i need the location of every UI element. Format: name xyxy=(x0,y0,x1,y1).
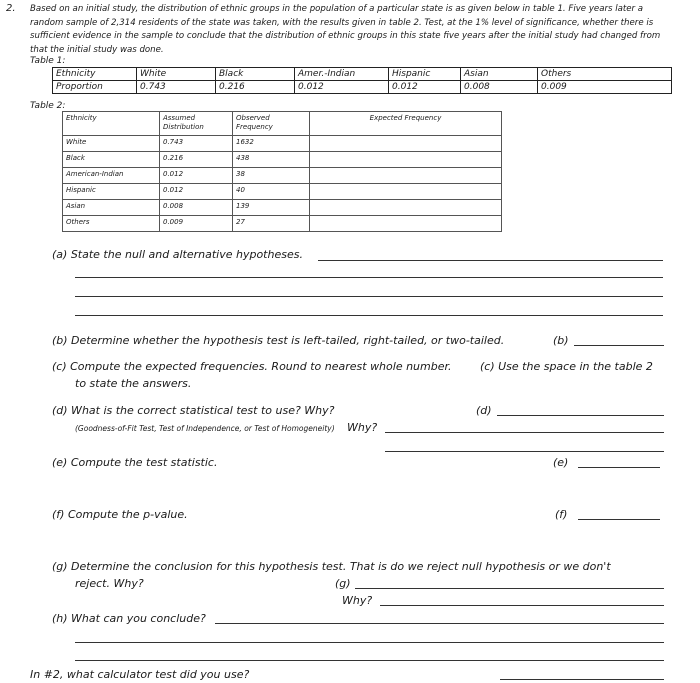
table1-cell: 0.008 xyxy=(461,81,538,94)
table2-cell: American-Indian xyxy=(63,168,160,184)
table2-cell: 139 xyxy=(233,200,310,216)
part-d-why-line[interactable] xyxy=(385,451,664,452)
table2-expected-cell[interactable] xyxy=(310,152,502,168)
table1-cell: Amer.-Indian xyxy=(295,68,389,81)
part-d-why-label: Why? xyxy=(347,421,378,434)
table2-cell: Asian xyxy=(63,200,160,216)
table2-label: Table 2: xyxy=(30,101,66,111)
table2-cell: 27 xyxy=(233,216,310,232)
table2-row xyxy=(63,152,502,168)
table2-expected-cell[interactable] xyxy=(310,184,502,200)
table2-header: Assumed Distribution xyxy=(160,112,233,136)
table2-cell: Black xyxy=(63,152,160,168)
table1-row-proportion xyxy=(53,81,672,94)
table1-cell: 0.216 xyxy=(216,81,295,94)
table1-cell: 0.009 xyxy=(538,81,672,94)
table2-cell: 0.009 xyxy=(160,216,233,232)
table2-cell: 40 xyxy=(233,184,310,200)
calculator-question: In #2, what calculator test did you use? xyxy=(30,668,250,681)
table2 xyxy=(62,111,502,232)
question-number: 2. xyxy=(6,3,16,14)
table1-cell: 0.012 xyxy=(295,81,389,94)
table2-expected-cell[interactable] xyxy=(310,216,502,232)
part-b-question: (b) Determine whether the hypothesis test is left-tailed, right-tailed, or two-tailed. xyxy=(52,334,505,347)
table2-row xyxy=(63,200,502,216)
table1-cell: Others xyxy=(538,68,672,81)
part-g-why-label: Why? xyxy=(342,594,373,607)
part-a-answer-line[interactable] xyxy=(318,260,663,261)
table1-label: Table 1: xyxy=(30,56,66,66)
table1-cell: White xyxy=(137,68,216,81)
table2-header: Observed Frequency xyxy=(233,112,310,136)
part-h-answer-line[interactable] xyxy=(75,660,664,661)
part-f-question: (f) Compute the p-value. xyxy=(52,508,188,521)
part-h-question: (h) What can you conclude? xyxy=(52,612,206,625)
part-g-why-line[interactable] xyxy=(380,605,664,606)
part-h-answer-line[interactable] xyxy=(215,623,664,624)
table2-row xyxy=(63,216,502,232)
table2-cell: 38 xyxy=(233,168,310,184)
table1-cell: Hispanic xyxy=(389,68,461,81)
part-a-answer-line[interactable] xyxy=(75,315,663,316)
part-c-note: (c) Use the space in the table 2 xyxy=(480,360,653,373)
table2-cell: 0.743 xyxy=(160,136,233,152)
table2-expected-cell[interactable] xyxy=(310,136,502,152)
table1-header: Ethnicity xyxy=(53,68,137,81)
table2-cell: White xyxy=(63,136,160,152)
question-intro: Based on an initial study, the distribution of ethnic groups in the population of a particular state is as given below in table 1. Five years later a random sample of 2,314 residents of the state was taken, with the results given in table 2. Test, at the 1% level of significance, whether there is sufficient evidence in the sample to conclude that the distribution of ethnic groups in this state five years after the initial study had changed from that the initial study was done. xyxy=(30,4,661,55)
table2-header: Ethnicity xyxy=(63,112,160,136)
table2-header: Expected Frequency xyxy=(310,112,502,136)
table2-cell: Hispanic xyxy=(63,184,160,200)
part-h-answer-line[interactable] xyxy=(75,642,664,643)
part-a-question: (a) State the null and alternative hypotheses. xyxy=(52,248,303,261)
table2-cell: 0.012 xyxy=(160,184,233,200)
part-g-answer-line[interactable] xyxy=(355,588,664,589)
part-a-answer-line[interactable] xyxy=(75,277,663,278)
table2-cell: 0.008 xyxy=(160,200,233,216)
part-f-answer-label: (f) xyxy=(555,508,568,521)
table1-header: Proportion xyxy=(53,81,137,94)
table2-header-row xyxy=(63,112,502,136)
part-c-note: to state the answers. xyxy=(75,377,192,390)
part-e-answer-label: (e) xyxy=(553,456,569,469)
table2-row xyxy=(63,184,502,200)
table1 xyxy=(52,67,672,94)
calculator-answer-line[interactable] xyxy=(500,679,664,680)
table2-expected-cell[interactable] xyxy=(310,200,502,216)
table2-cell: 1632 xyxy=(233,136,310,152)
part-g-answer-label: (g) xyxy=(335,577,351,590)
part-d-why-line[interactable] xyxy=(385,432,664,433)
table2-row xyxy=(63,168,502,184)
table1-cell: 0.743 xyxy=(137,81,216,94)
table1-cell: Black xyxy=(216,68,295,81)
part-e-question: (e) Compute the test statistic. xyxy=(52,456,218,469)
table2-cell: Others xyxy=(63,216,160,232)
part-c-question: (c) Compute the expected frequencies. Round to nearest whole number. xyxy=(52,360,452,373)
part-b-answer-label: (b) xyxy=(553,334,569,347)
part-g-question: (g) Determine the conclusion for this hypothesis test. That is do we reject null hypothesis or we don't xyxy=(52,560,611,573)
table2-expected-cell[interactable] xyxy=(310,168,502,184)
part-d-question: (d) What is the correct statistical test to use? Why? xyxy=(52,404,335,417)
part-a-answer-line[interactable] xyxy=(75,296,663,297)
table1-cell: 0.012 xyxy=(389,81,461,94)
part-d-answer-label: (d) xyxy=(476,404,492,417)
table2-row xyxy=(63,136,502,152)
part-f-answer-line[interactable] xyxy=(578,519,660,520)
table2-cell: 0.216 xyxy=(160,152,233,168)
table1-cell: Asian xyxy=(461,68,538,81)
table1-row-ethnicity xyxy=(53,68,672,81)
table2-cell: 438 xyxy=(233,152,310,168)
part-g-question-cont: reject. Why? xyxy=(75,577,144,590)
part-e-answer-line[interactable] xyxy=(578,467,660,468)
table2-cell: 0.012 xyxy=(160,168,233,184)
part-b-answer-line[interactable] xyxy=(574,345,664,346)
part-d-options: (Goodness-of-Fit Test, Test of Independence, or Test of Homogeneity) xyxy=(75,424,335,433)
part-d-answer-line[interactable] xyxy=(497,415,664,416)
